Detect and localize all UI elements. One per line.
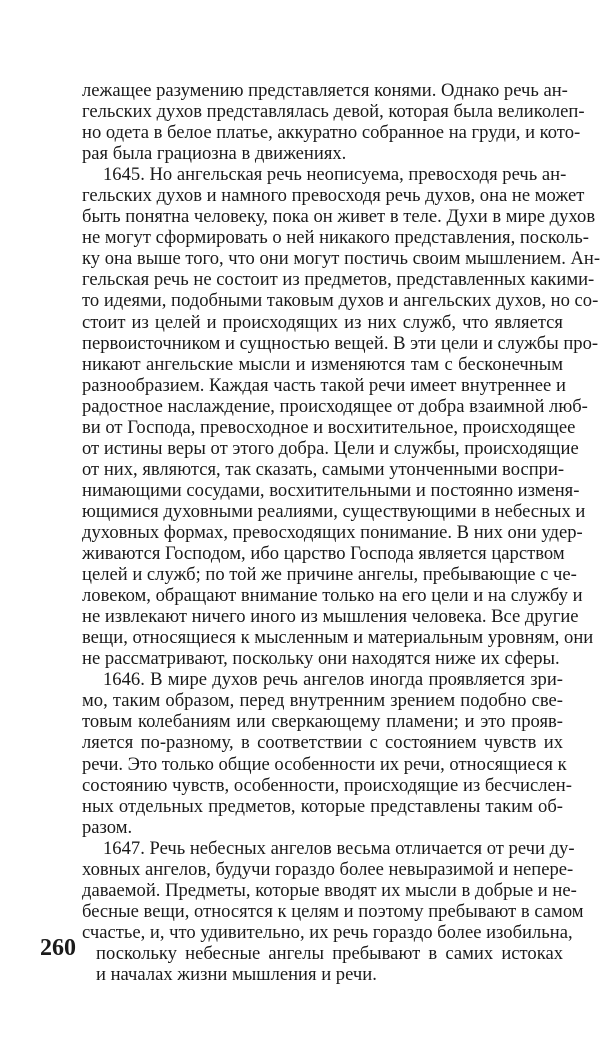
text-line: ных отдельных предметов, которые представлены таким об- bbox=[82, 795, 563, 817]
text-line: поскольку небесные ангелы пребывают в самих истоках bbox=[96, 942, 563, 964]
text-line: 1645. Но ангельская речь неописуема, превосходя речь ан- bbox=[103, 164, 567, 186]
text-line: лежащее разумению представляется конями. Однако речь ан- bbox=[82, 80, 568, 101]
text-line: гельская речь не состоит из предметов, представленных какими- bbox=[82, 269, 595, 291]
paragraph bbox=[82, 669, 572, 838]
text-line: не могут сформировать о ней никакого представления, посколь- bbox=[82, 227, 589, 249]
text-line: от истины веры от этого добра. Цели и службы, происходящие bbox=[82, 437, 579, 459]
text-line: стоит из целей и происходящих из них служб, что является bbox=[82, 311, 563, 333]
text-line: первоисточником и сущностью вещей. В эти цели и службы про- bbox=[82, 332, 599, 354]
text-line: бесные вещи, относятся к целям и поэтому пребывают в самом bbox=[82, 900, 584, 922]
text-line: речи. Это только общие особенности их речи, относящиеся к bbox=[82, 753, 567, 775]
text-line: мо, таким образом, перед внутренним зрением подобно све- bbox=[82, 690, 563, 712]
text-line: нимающими сосудами, восхитительными и постоянно изменя- bbox=[82, 479, 580, 501]
text-line: никают ангельские мысли и изменяются там с бесконечным bbox=[82, 353, 563, 375]
paragraph bbox=[82, 164, 600, 670]
paragraph bbox=[82, 837, 584, 985]
text-line: духовных формах, превосходящих понимание. В них они удер- bbox=[82, 521, 583, 543]
text-line: состоянию чувств, особенности, происходящие из бесчислен- bbox=[82, 774, 572, 796]
text-line: гельских духов и намного превосходя речь духов, она не может bbox=[82, 185, 585, 207]
text-line: 1647. Речь небесных ангелов весьма отличается от речи ду- bbox=[103, 837, 575, 859]
text-line: счастье, и, что удивительно, их речь гораздо более изобильна, bbox=[82, 921, 573, 943]
text-line: разнообразием. Каждая часть такой речи имеет внутреннее и bbox=[82, 374, 566, 396]
text-line: то идеями, подобными таковым духов и ангельских духов, но со- bbox=[82, 290, 599, 312]
text-line: товым колебаниям или сверкающему пламени; и это прояв- bbox=[82, 711, 563, 733]
text-line: целей и служб; по той же причине ангелы, пребывающие с че- bbox=[82, 564, 577, 586]
text-line: разом. bbox=[82, 816, 133, 838]
paragraph bbox=[82, 80, 585, 165]
text-line: 1646. В мире духов речь ангелов иногда проявляется зри- bbox=[103, 669, 563, 691]
body-text bbox=[82, 80, 600, 985]
text-line: ховных ангелов, будучи гораздо более невыразимой и непере- bbox=[82, 858, 574, 880]
text-line: даваемой. Предметы, которые вводят их мысли в добрые и не- bbox=[82, 879, 577, 901]
text-line: живаются Господом, ибо царство Господа является царством bbox=[82, 543, 565, 565]
text-line: и началах жизни мышления и речи. bbox=[96, 963, 377, 985]
text-line: гельских духов представлялась девой, которая была великолеп- bbox=[82, 101, 585, 123]
text-line: ющимися духовными реалиями, существующими в небесных и bbox=[82, 500, 586, 522]
text-line: ви от Господа, превосходное и восхитительное, происходящее bbox=[82, 416, 576, 438]
text-line: не извлекают ничего иного из мышления человека. Все другие bbox=[82, 606, 579, 628]
text-line: быть понятна человеку, пока он живет в теле. Духи в мире духов bbox=[82, 206, 596, 228]
text-line: ляется по-разному, в соответствии с состоянием чувств их bbox=[82, 732, 563, 754]
text-line: ловеком, обращают внимание только на его цели и на службу и bbox=[82, 585, 583, 607]
text-line: не рассматривают, поскольку они находятся ниже их сферы. bbox=[82, 648, 560, 670]
text-line: ку она выше того, что они могут постичь своим мышлением. Ан- bbox=[82, 248, 600, 270]
text-line: но одета в белое платье, аккуратно собранное на груди, и кото- bbox=[82, 122, 581, 144]
text-line: рая была грациозна в движениях. bbox=[82, 143, 347, 165]
text-line: вещи, относящиеся к мысленным и материальным уровням, они bbox=[82, 627, 594, 649]
text-line: от них, являются, так сказать, самыми утонченными воспри- bbox=[82, 458, 565, 480]
text-line: радостное наслаждение, происходящее от добра взаимной люб- bbox=[82, 395, 588, 417]
page-number: 260 bbox=[40, 935, 76, 961]
